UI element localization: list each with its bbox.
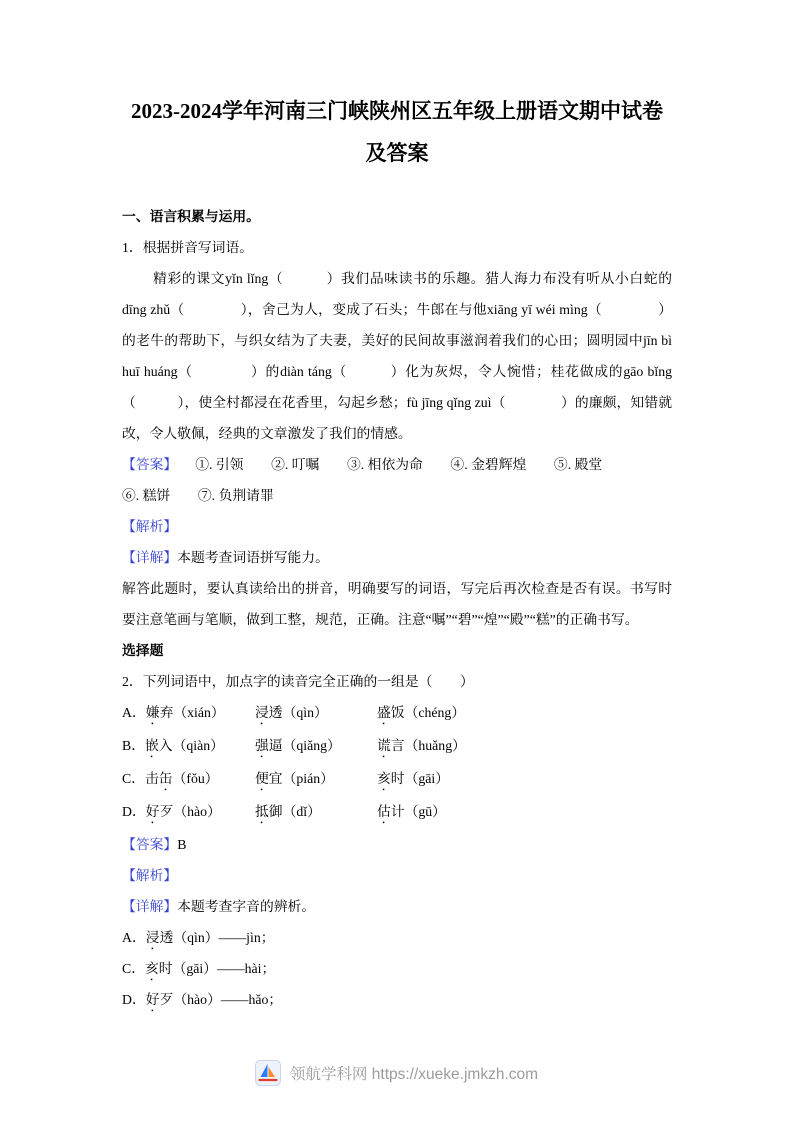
option-word: [377, 730, 466, 761]
dotted-char: 好: [145, 804, 160, 819]
question-1-passage: 精彩的课文yǐn lǐng（ ）我们品味读书的乐趣。猎人海力布没有听从小白蛇的dīng zhǔ（ ），舍己为人，变成了石头；牛郎在与他xiāng yī wéi mìng（ ）的老牛的帮助下，与织女结为了夫妻，美好的民间故事滋润着我们的心田；圆明园中jīn bì huī huáng（ ）的diàn táng（ ）化为灰烬，令人惋惜；桂花做成的gāo bǐng（ ），使全村都浸在花香里，勾起乡愁；fù jīng qǐng zuì（ ）的廉颇，知错就改，令人敬佩，经典的文章激发了我们的情感。: [122, 271, 672, 441]
page-footer: [0, 1060, 793, 1086]
question-1-detail: [122, 542, 672, 573]
choice-section-heading: 选择题: [122, 643, 164, 658]
sailboat-logo-icon: [255, 1060, 281, 1086]
option-word: [377, 763, 449, 794]
answer-items-line2: ⑥. 糕饼 ⑦. 负荆请罪: [122, 488, 274, 503]
detail-text: 本题考查词语拼写能力。: [177, 550, 329, 565]
correction-text: D．: [122, 992, 146, 1007]
option-word: [255, 697, 377, 728]
dotted-char: 便: [255, 771, 269, 786]
option-word: [255, 730, 377, 761]
question-1-answer: [122, 449, 672, 511]
option-text: 宜（pián）: [268, 771, 334, 786]
dotted-char: 好: [145, 992, 160, 1007]
analysis-label: 【解析】: [122, 868, 178, 883]
option-word: [377, 697, 465, 728]
dotted-char: 浸: [255, 705, 269, 720]
option-word: [122, 730, 255, 761]
correction-text: 透（qìn）——jìn；: [159, 930, 275, 945]
question-2-option-c: [122, 763, 672, 794]
dotted-char: 估: [377, 804, 391, 819]
dotted-char: 缶: [158, 771, 173, 786]
answer-value: B: [177, 837, 187, 852]
correction-text: 歹（hào）——hǎo；: [159, 992, 283, 1007]
dotted-char: 亥: [377, 771, 391, 786]
dotted-char: 盛: [377, 705, 391, 720]
dotted-char: 亥: [145, 961, 159, 976]
question-2-option-b: [122, 730, 672, 761]
correction-text: A．: [122, 930, 146, 945]
option-text: A．: [122, 705, 146, 720]
question-2-detail: [122, 891, 672, 922]
option-text: （fǒu）: [172, 771, 219, 786]
answer-label: 【答案】: [122, 457, 178, 472]
correction-text: 时（gāi）——hài；: [158, 961, 276, 976]
question-2-analysis: [122, 860, 672, 891]
option-text: 弃（xián）: [159, 705, 225, 720]
question-1-stem: 1．根据拼音写词语。: [122, 240, 254, 255]
option-text: 逼（qiǎng）: [268, 738, 341, 753]
correction-line-c: [122, 953, 672, 984]
detail-text: 本题考查字音的辨析。: [177, 899, 316, 914]
option-word: [377, 796, 446, 827]
dotted-char: 强: [255, 738, 269, 753]
option-word: [255, 763, 377, 794]
answer-items-line1: ①. 引领 ②. 叮嘱 ③. 相依为命 ④. 金碧辉煌 ⑤. 殿堂: [195, 457, 603, 472]
option-text: 入（qiàn）: [158, 738, 224, 753]
option-word: [122, 697, 255, 728]
dotted-char: 嫌: [145, 705, 160, 720]
question-1-analysis: [122, 511, 672, 542]
detail-label: 【详解】: [122, 550, 178, 565]
dotted-char: 嵌: [145, 738, 159, 753]
option-word: [122, 796, 255, 827]
question-2-stem: 2．下列词语中，加点字的读音完全正确的一组是（ ）: [122, 674, 474, 689]
option-text: 透（qìn）: [268, 705, 328, 720]
option-text: 饭（chéng）: [390, 705, 466, 720]
footer-site-text: 领航学科网 https://xueke.jmkzh.com: [289, 1066, 539, 1083]
option-text: C．击: [122, 771, 159, 786]
section-heading: 一、语言积累与运用。: [122, 209, 260, 224]
question-2-option-d: [122, 796, 672, 827]
question-2-answer: [122, 829, 672, 860]
dotted-char: 浸: [145, 930, 160, 945]
analysis-label: 【解析】: [122, 519, 178, 534]
option-text: 计（gū）: [390, 804, 446, 819]
question-1-explanation: 解答此题时，要认真读给出的拼音，明确要写的词语，写完后再次检查是否有误。书写时要注意笔画与笔顺，做到工整，规范，正确。注意“嘱”“碧”“煌”“殿”“糕”的正确书写。: [122, 581, 672, 627]
option-word: [122, 763, 255, 794]
question-2-option-a: [122, 697, 672, 728]
option-text: B．: [122, 738, 145, 753]
correction-text: C．: [122, 961, 145, 976]
detail-label: 【详解】: [122, 899, 178, 914]
option-text: 御（dǐ）: [268, 804, 321, 819]
dotted-char: 谎: [377, 738, 391, 753]
document-title: [122, 90, 672, 174]
answer-label: 【答案】: [122, 837, 178, 852]
dotted-char: 抵: [255, 804, 269, 819]
option-text: 歹（hào）: [159, 804, 221, 819]
correction-line-d: [122, 984, 672, 1015]
option-word: [255, 796, 377, 827]
option-text: 时（gāi）: [390, 771, 450, 786]
document-title-line2: 及答案: [365, 141, 429, 165]
correction-line-a: [122, 922, 672, 953]
document-title-line1: 2023-2024学年河南三门峡陕州区五年级上册语文期中试卷: [131, 99, 663, 123]
option-text: D．: [122, 804, 146, 819]
option-text: 言（huǎng）: [390, 738, 466, 753]
